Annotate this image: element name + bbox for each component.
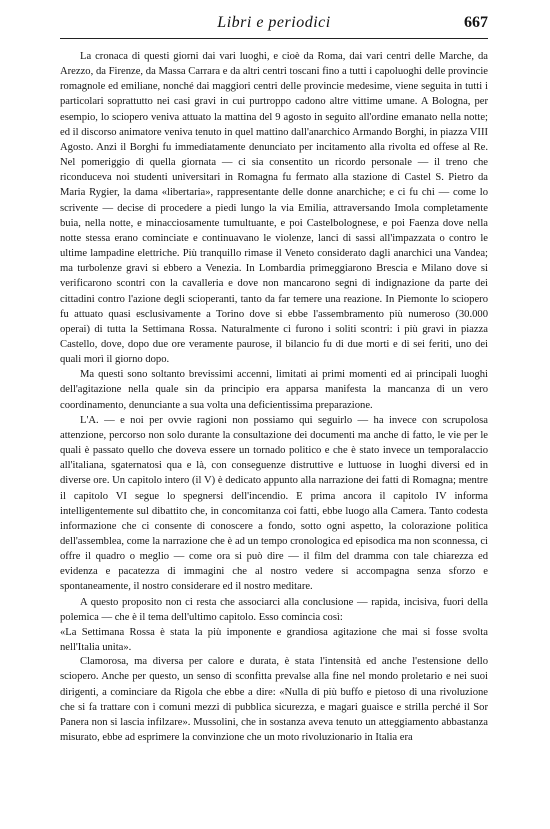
page-header: [60, 14, 488, 39]
paragraph: A questo proposito non ci resta che associarci alla conclusione — rapida, incisiva, fuori della polemica — che è il tema dell'ultimo capitolo. Esso comincia così:: [60, 596, 488, 623]
block-quote: «La Settimana Rossa è stata la più imponente e grandiosa agitazione che mai si fosse svolta nell'Italia unita».: [60, 626, 488, 654]
body-text: [60, 49, 488, 745]
paragraph: Clamorosa, ma diversa per calore e durata, è stata l'intensità ed anche l'estensione dello sciopero. Anche per questo, un senso di sconfitta prevalse alla fine nel mondo proletario e nei suoi dirigenti, a cominciare da Rigola che ebbe a dire: «Nulla di più buffo e pietoso di una rivoluzione che si fa trattare con i comuni mezzi di pubblica sicurezza, e magari guaisce e strilla perché il Sor Panera non si lascia infilzare». Mussolini, che in sostanza aveva tenuto un atteggiamento abbastanza misurato, ebbe ad esprimere la convinzione che un moto rivoluzionario in Italia era: [60, 656, 488, 744]
running-title: Libri e periodici: [217, 14, 331, 31]
paragraph: Ma questi sono soltanto brevissimi accenni, limitati ai primi momenti ed ai principali luoghi dell'agitazione nella quale sin da principio era apparsa manifesta la mancanza di un vero coordinamento, denunciante a sua volta una deficientissima preparazione.: [60, 369, 488, 411]
paragraph: La cronaca di questi giorni dai vari luoghi, e cioè da Roma, dai vari centri delle Marche, da Arezzo, da Firenze, da Massa Carrara e da altri centri toscani fino a tutti i capoluoghi delle provincie romagnole ed emiliane, nonché dai maggiori centri delle provincie medesime, viene seguita in tutti i particolari soprattutto nei casi gravi in cui purtroppo cadono altre vittime umane. A Bologna, per esempio, lo sciopero veniva attuato la mattina del 9 agosto in seguito all'ordine emanato nella notte; ed il discorso animatore veniva tenuto in quel mattino dall'anarchico Armando Borghi, in piazza VIII Agosto. Anzi il Borghi fu immediatamente denunciato per incitamento alla rivolta ed offese al Re. Nel pomeriggio di quella giornata — ci sia consentito un ricordo personale — il treno che riconduceva noi studenti universitari in Romagna fu fermato alla stazione di Castel S. Pietro da Maria Rygier, la dama «libertaria», rappresentante delle donne anarchiche; e ci fu chi — come lo scrivente — decise di procedere a piedi lungo la via Emilia, attraversando Imola completamente buia, nella notte, e minacciosamente tumultuante, e poi Castelbolognese, e poi Faenza dove nella notte stessa erano cominciate e continuavano le violenze, lanci di sassi all'impazzata o contro le ultime lampadine elettriche. Più tranquillo rimase il Veneto considerato dagli anarchici una Vandea; ma turbolenze gravi si ebbero a Venezia. In Lombardia primeggiarono Brescia e Milano dove si verificarono scontri con la cavalleria e dove non mancarono segni di indignazione da parte dei cittadini contro l'azione degli scioperanti, tanto da far temere una reazione. In Piemonte lo sciopero fu attuato quasi esclusivamente a Torino dove si ebbe l'assembramento più numeroso (30.000 operai) di tutta la Settimana Rossa. Naturalmente ci furono i soliti scontri: i più gravi in piazza Castello, dove, dopo due ore veramente paurose, il bilancio fu di due morti e di sei feriti, uno dei quali morì il giorno dopo.: [60, 51, 488, 366]
paragraph: L'A. — e noi per ovvie ragioni non possiamo qui seguirlo — ha invece con scrupolosa attenzione, percorso non solo durante la consultazione dei documenti ma anche di fatto, le vie per le quali è passato quello che doveva essere un tornado politico e che è stato invece un temporalaccio all'italiana, sgaternatosi qua e là, con conseguenze distruttive e luttuose in luoghi diversi ed in diverse ore. Un capitolo intero (il V) è dedicato appunto alla narrazione dei fatti di Romagna; mentre il capitolo VI segue lo spegnersi dell'incendio. E prima ancora il capitolo IV informa intelligentemente sul dibattito che, in concomitanza coi fatti, ebbe luogo alla Camera. Tanto codesta informazione che ci consente di conoscere a fondo, sotto ogni aspetto, la colorazione politica dell'assemblea, come la narrazione che è ad un tempo cronologica ed episodica ma non sconnessa, ci offre il quadro o meglio — come ora si può dire — il film del dramma con tale chiarezza ed evidenza e pacatezza di immagini che al nostro vedere si accompagna senza sforzo e spontaneamente, il nostro considerare ed il nostro meditare.: [60, 414, 488, 593]
page-number: 667: [464, 14, 488, 31]
